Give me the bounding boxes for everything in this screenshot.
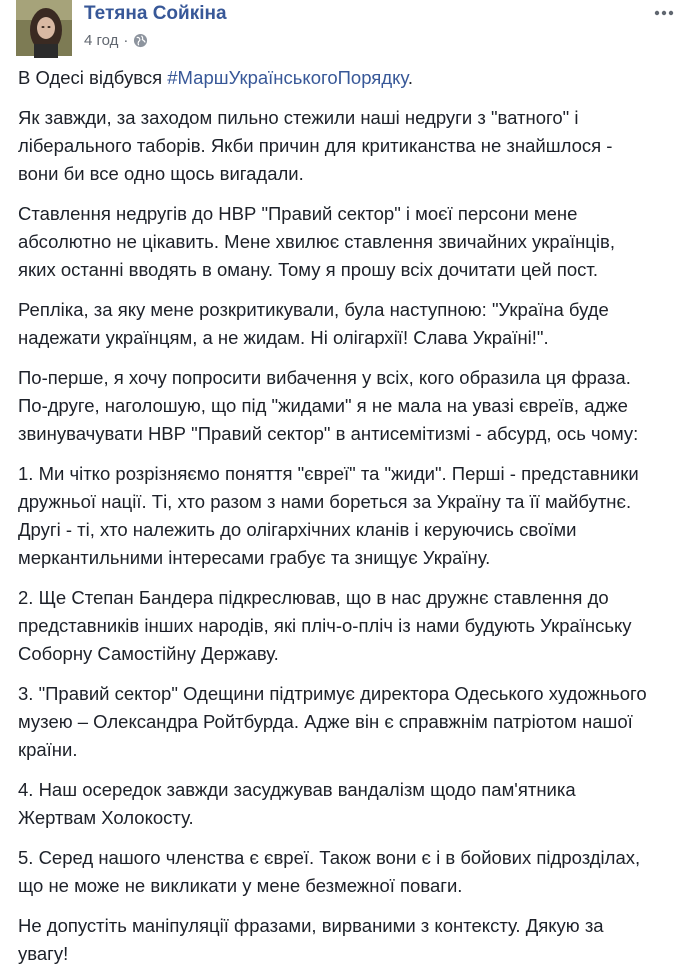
post-paragraph: 1. Ми чітко розрізняємо поняття "євреї" та "жиди". Перші - представники дружньої нації. Ті, хто разом з нами бореться за Україну та її майбутнє. Другі - ті, хто належить до олігархічних кланів і керуючись своїми меркантильними інтересами грабує та знищує Україну. bbox=[18, 463, 639, 568]
post-meta bbox=[84, 32, 148, 49]
post-paragraph: Ставлення недругів до НВР "Правий сектор" і моєї персони мене абсолютно не цікавить. Мене хвилює ставлення звичайних українців, яких останні вводять в оману. Тому я прошу всіх дочитати цей пост. bbox=[18, 203, 615, 280]
globe-icon[interactable] bbox=[133, 33, 148, 48]
intro-suffix: . bbox=[407, 67, 413, 88]
author-name[interactable]: Тетяна Сойкіна bbox=[84, 3, 227, 24]
post-paragraph: 2. Ще Степан Бандера підкреслював, що в нас дружнє ставлення до представників інших народів, які пліч-о-пліч із нами будують Українську Соборну Самостійну Державу. bbox=[18, 587, 632, 664]
avatar-image bbox=[16, 0, 72, 56]
more-options-icon[interactable] bbox=[652, 4, 676, 22]
hashtag-link[interactable]: #МаршУкраїнськогоПорядку bbox=[167, 67, 408, 88]
intro-text: В Одесі відбувся bbox=[18, 67, 168, 88]
meta-separator: · bbox=[123, 32, 129, 49]
post-paragraph: 5. Серед нашого членства є євреї. Також вони є і в бойових підрозділах, що не може не викликати у мене безмежної поваги. bbox=[18, 847, 641, 896]
author-avatar[interactable] bbox=[16, 0, 72, 56]
post-timestamp[interactable]: 4 год bbox=[84, 32, 119, 49]
post-paragraph: Як завжди, за заходом пильно стежили наші недруги з "ватного" і ліберального таборів. Якби причин для критиканства не знайшлося - вони би все одно щось вигадали. bbox=[18, 107, 613, 184]
post-paragraph: 3. "Правий сектор" Одещини підтримує директора Одеського художнього музею – Олександра Ройтбурда. Адже він є справжнім патріотом нашої країни. bbox=[18, 683, 647, 760]
post-paragraph: 4. Наш осередок завжди засуджував вандалізм щодо пам'ятника Жертвам Холокосту. bbox=[18, 779, 576, 828]
post-header bbox=[16, 0, 676, 60]
post-body bbox=[18, 64, 678, 980]
post-intro-paragraph bbox=[18, 64, 678, 92]
post-paragraph: Репліка, за яку мене розкритикували, була наступною: "Україна буде надежати українцям, а не жидам. Ні олігархії! Слава Україні!". bbox=[18, 299, 609, 348]
post-paragraph: Не допустіть маніпуляції фразами, вирваними з контексту. Дякую за увагу! bbox=[18, 915, 604, 964]
post-paragraph: По-перше, я хочу попросити вибачення у всіх, кого образила ця фраза. По-друге, наголошую, що під "жидами" я не мала на увазі євреїв, адже звинувачувати НВР "Правий сектор" в антисемітизмі - абсурд, ось чому: bbox=[18, 367, 639, 444]
